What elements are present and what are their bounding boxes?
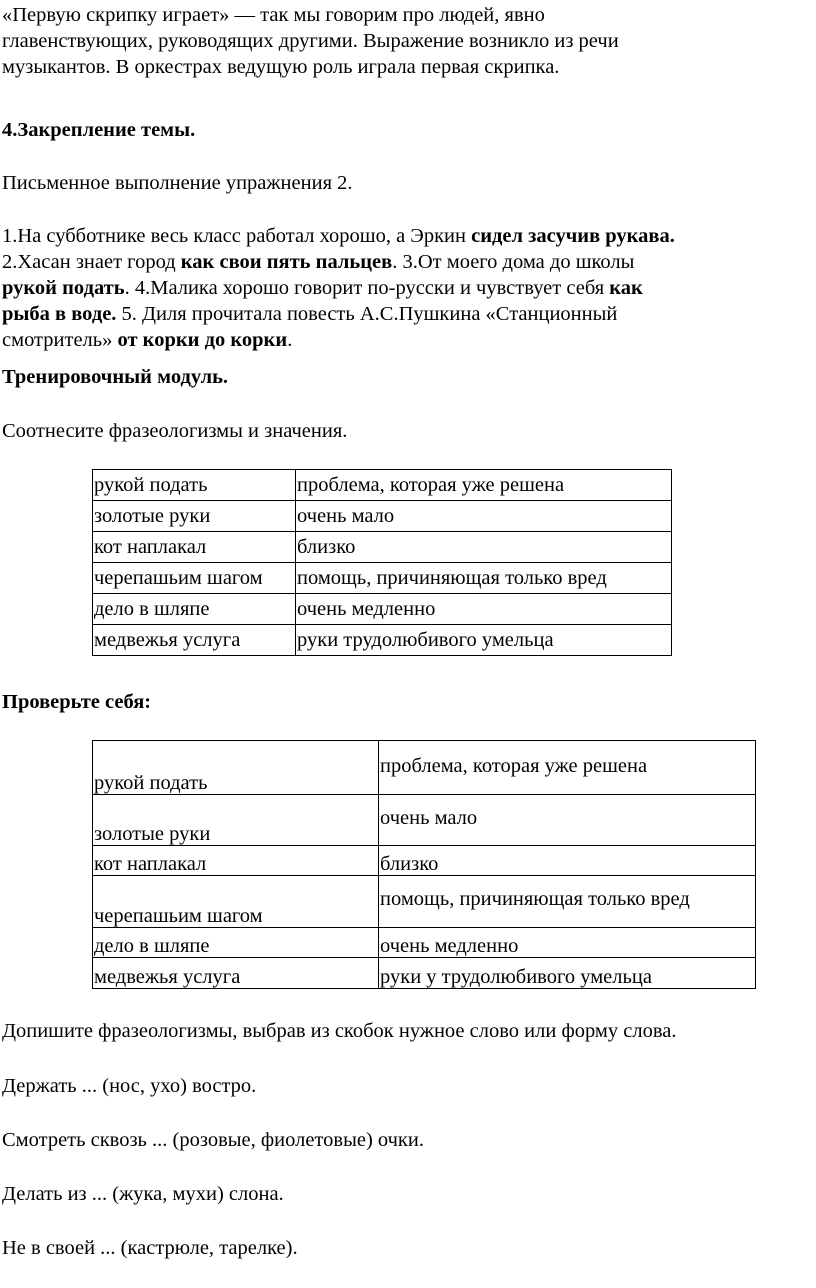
intro-paragraph <box>2 2 814 80</box>
meaning-cell: очень мало <box>296 501 672 532</box>
table-row <box>93 795 756 846</box>
check-table <box>92 740 756 989</box>
fill-in-item: Держать ... (нос, ухо) востро. <box>2 1075 257 1097</box>
table-row <box>93 501 672 532</box>
meaning-cell: проблема, которая уже решена <box>379 741 756 795</box>
meaning-cell: очень медленно <box>379 928 756 958</box>
meaning-cell: очень медленно <box>296 594 672 625</box>
idiom-cell: медвежья услуга <box>93 625 296 656</box>
exercise-line: рукой подать. 4.Малика хорошо говорит по-русски и чувствует себя как <box>2 277 643 299</box>
meaning-cell: проблема, которая уже решена <box>296 470 672 501</box>
fill-in-task: Допишите фразеологизмы, выбрав из скобок нужное слово или форму слова. <box>2 1020 677 1042</box>
table-row <box>93 470 672 501</box>
exercise-paragraph <box>2 223 814 353</box>
section-heading: 4.Закрепление темы. <box>2 119 196 141</box>
table-row <box>93 846 756 876</box>
check-heading: Проверьте себя: <box>2 691 152 713</box>
meaning-cell: близко <box>296 532 672 563</box>
intro-line: «Первую скрипку играет» — так мы говорим про людей, явно <box>2 4 545 26</box>
idiom-cell: рукой подать <box>93 470 296 501</box>
fill-in-item: Делать из ... (жука, мухи) слона. <box>2 1183 284 1205</box>
meaning-cell: руки у трудолюбивого умельца <box>379 958 756 989</box>
idiom-cell: дело в шляпе <box>93 594 296 625</box>
meaning-cell: близко <box>379 846 756 876</box>
task-text: Письменное выполнение упражнения 2. <box>2 172 353 194</box>
fill-in-item: Смотреть сквозь ... (розовые, фиолетовые) очки. <box>2 1129 424 1151</box>
exercise-line: смотритель» от корки до корки. <box>2 329 293 351</box>
exercise-line: 2.Хасан знает город как свои пять пальцев. 3.От моего дома до школы <box>2 251 635 273</box>
idiom-cell: кот наплакал <box>93 532 296 563</box>
intro-line: музыкантов. В оркестрах ведущую роль играла первая скрипка. <box>2 56 560 78</box>
idiom-cell: медвежья услуга <box>93 958 379 989</box>
table-row <box>93 594 672 625</box>
idiom-cell: черепашьим шагом <box>93 876 379 928</box>
training-task: Соотнесите фразеологизмы и значения. <box>2 420 348 442</box>
idiom-cell: золотые руки <box>93 501 296 532</box>
table-row <box>93 532 672 563</box>
idiom-cell: черепашьим шагом <box>93 563 296 594</box>
idiom-cell: рукой подать <box>93 741 379 795</box>
table-row <box>93 741 756 795</box>
idiom-cell: золотые руки <box>93 795 379 846</box>
meaning-cell: помощь, причиняющая только вред <box>296 563 672 594</box>
meaning-cell: очень мало <box>379 795 756 846</box>
match-table <box>92 469 672 656</box>
idiom-cell: дело в шляпе <box>93 928 379 958</box>
meaning-cell: руки трудолюбивого умельца <box>296 625 672 656</box>
table-row <box>93 563 672 594</box>
exercise-line: 1.На субботнике весь класс работал хорошо, а Эркин сидел засучив рукава. <box>2 225 675 247</box>
meaning-cell: помощь, причиняющая только вред <box>379 876 756 928</box>
table-row <box>93 625 672 656</box>
idiom-cell: кот наплакал <box>93 846 379 876</box>
table-row <box>93 958 756 989</box>
intro-line: главенствующих, руководящих другими. Выражение возникло из речи <box>2 30 619 52</box>
fill-in-item: Не в своей ... (кастрюле, тарелке). <box>2 1237 298 1259</box>
table-row <box>93 928 756 958</box>
exercise-line: рыба в воде. 5. Диля прочитала повесть А.С.Пушкина «Станционный <box>2 303 618 325</box>
table-row <box>93 876 756 928</box>
training-heading: Тренировочный модуль. <box>2 366 229 388</box>
